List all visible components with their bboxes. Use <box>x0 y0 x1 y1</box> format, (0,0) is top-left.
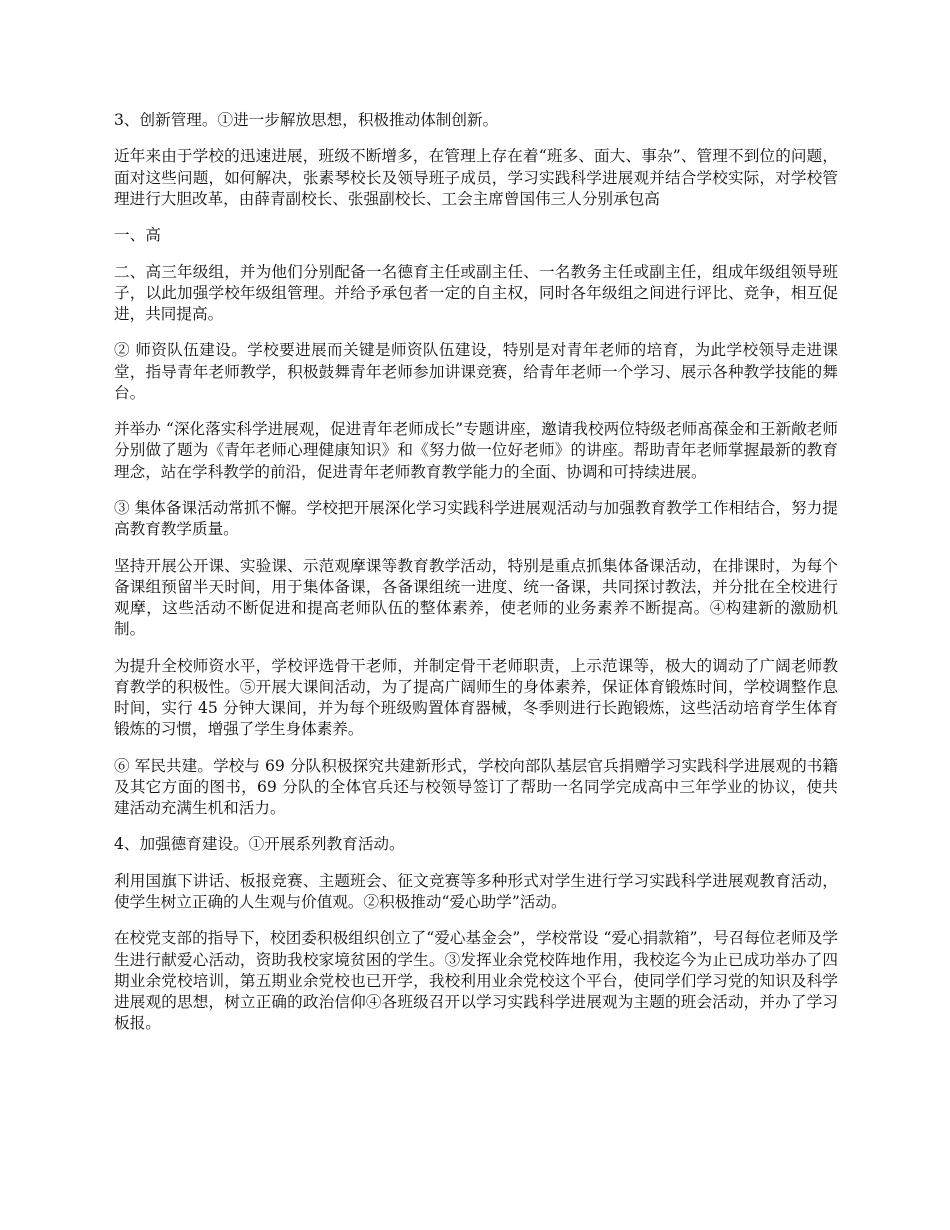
paragraph-heading-innovation-management: 3、创新管理。①进一步解放思想，积极推动体制创新。 <box>114 111 499 129</box>
paragraph-military-civilian: ⑥ 军民共建。学校与 69 分队积极探究共建新形式，学校向部队基层官兵捐赠学习实践科学进展观的书籍及其它方面的图书，69 分队的全体官兵还与校领导签订了帮助一名同学完成高中三年学业的协议，使共建活动充满生机和活力。 <box>114 756 838 817</box>
paragraph-collective-lesson-prep: ③ 集体备课活动常抓不懈。学校把开展深化学习实践科学进展观活动与加强教育教学工作相结合，努力提高教育教学质量。 <box>114 498 838 539</box>
paragraph-grade-one: 一、高 <box>114 226 161 245</box>
paragraph-teacher-team: ② 师资队伍建设。学校要进展而关键是师资队伍建设，特别是对青年老师的培育，为此学校领导走进课堂，指导青年老师教学，积极鼓舞青年老师参加讲课竞赛，给青年老师一个学习、展示各种教学技能的舞台。 <box>114 341 838 402</box>
document-body <box>114 110 838 1050</box>
paragraph-backbone-teachers: 为提升全校师资水平，学校评选骨干老师，并制定骨干老师职责，上示范课等，极大的调动了广阔老师教育教学的积极性。⑤开展大课间活动，为了提高广阔师生的身体素养，保证体育锻炼时间，学校调整作息时间，实行 45 分钟大课间，并为每个班级购置体育器械，冬季则进行长跑锻炼，这些活动培育学生体育锻炼的习惯，增强了学生身体素养。 <box>114 656 838 739</box>
paragraph-open-classes: 坚持开展公开课、实验课、示范观摩课等教育教学活动，特别是重点抓集体备课活动，在排课时，为每个备课组预留半天时间，用于集体备课，各备课组统一进度、统一备课，共同探讨教法，并分批在全校进行观摩，这些活动不断促进和提高老师队伍的整体素养，使老师的业务素养不断提高。④构建新的激励机制。 <box>114 556 838 639</box>
paragraph-lecture: 并举办 “深化落实科学进展观，促进青年老师成长”专题讲座，邀请我校两位特级老师髙葆金和王新敞老师分别做了题为《青年老师心理健康知识》和《努力做一位好老师》的讲座。帮助青年老师掌握最新的教育理念，站在学科教学的前沿，促进青年老师教育教学能力的全面、协调和可持续进展。 <box>114 420 838 481</box>
paragraph-grade-two-three: 二、高三年级组，并为他们分别配备一名德育主任或副主任、一名教务主任或副主任，组成年级组领导班子，以此加强学校年级组管理。并给予承包者一定的自主权，同时各年级组之间进行评比、竞争，相互促进，共同提高。 <box>114 262 838 323</box>
paragraph-management-reform: 近年来由于学校的迅速进展，班级不断增多，在管理上存在着“班多、面大、事杂”、管理不到位的问题，面对这些问题，如何解决，张素琴校长及领导班子成员，学习实践科学进展观并结合学校实际，对学校管理进行大胆改革，由薛青副校长、张强副校长、工会主席曾国伟三人分别承包高 <box>114 147 838 208</box>
paragraph-love-fund: 在校党支部的指导下，校团委积极组织创立了“爱心基金会”，学校常设 “爱心捐款箱”，号召每位老师及学生进行献爱心活动，资助我校家境贫困的学生。③发挥业余党校阵地作用，我校迄今为止已成功举办了四期业余党校培训，第五期业余党校也已开学，我校利用业余党校这个平台，使同学们学习党的知识及科学进展观的思想，树立正确的政治信仰④各班级召开以学习实践科学进展观为主题的班会活动，并办了学习板报。 <box>114 929 838 1033</box>
paragraph-heading-moral-education: 4、加强德育建设。①开展系列教育活动。 <box>114 835 405 854</box>
paragraph-education-activities: 利用国旗下讲话、板报竞赛、主题班会、征文竞赛等多种形式对学生进行学习实践科学进展观教育活动，使学生树立正确的人生观与价值观。②积极推动“爱心助学”活动。 <box>114 871 838 911</box>
